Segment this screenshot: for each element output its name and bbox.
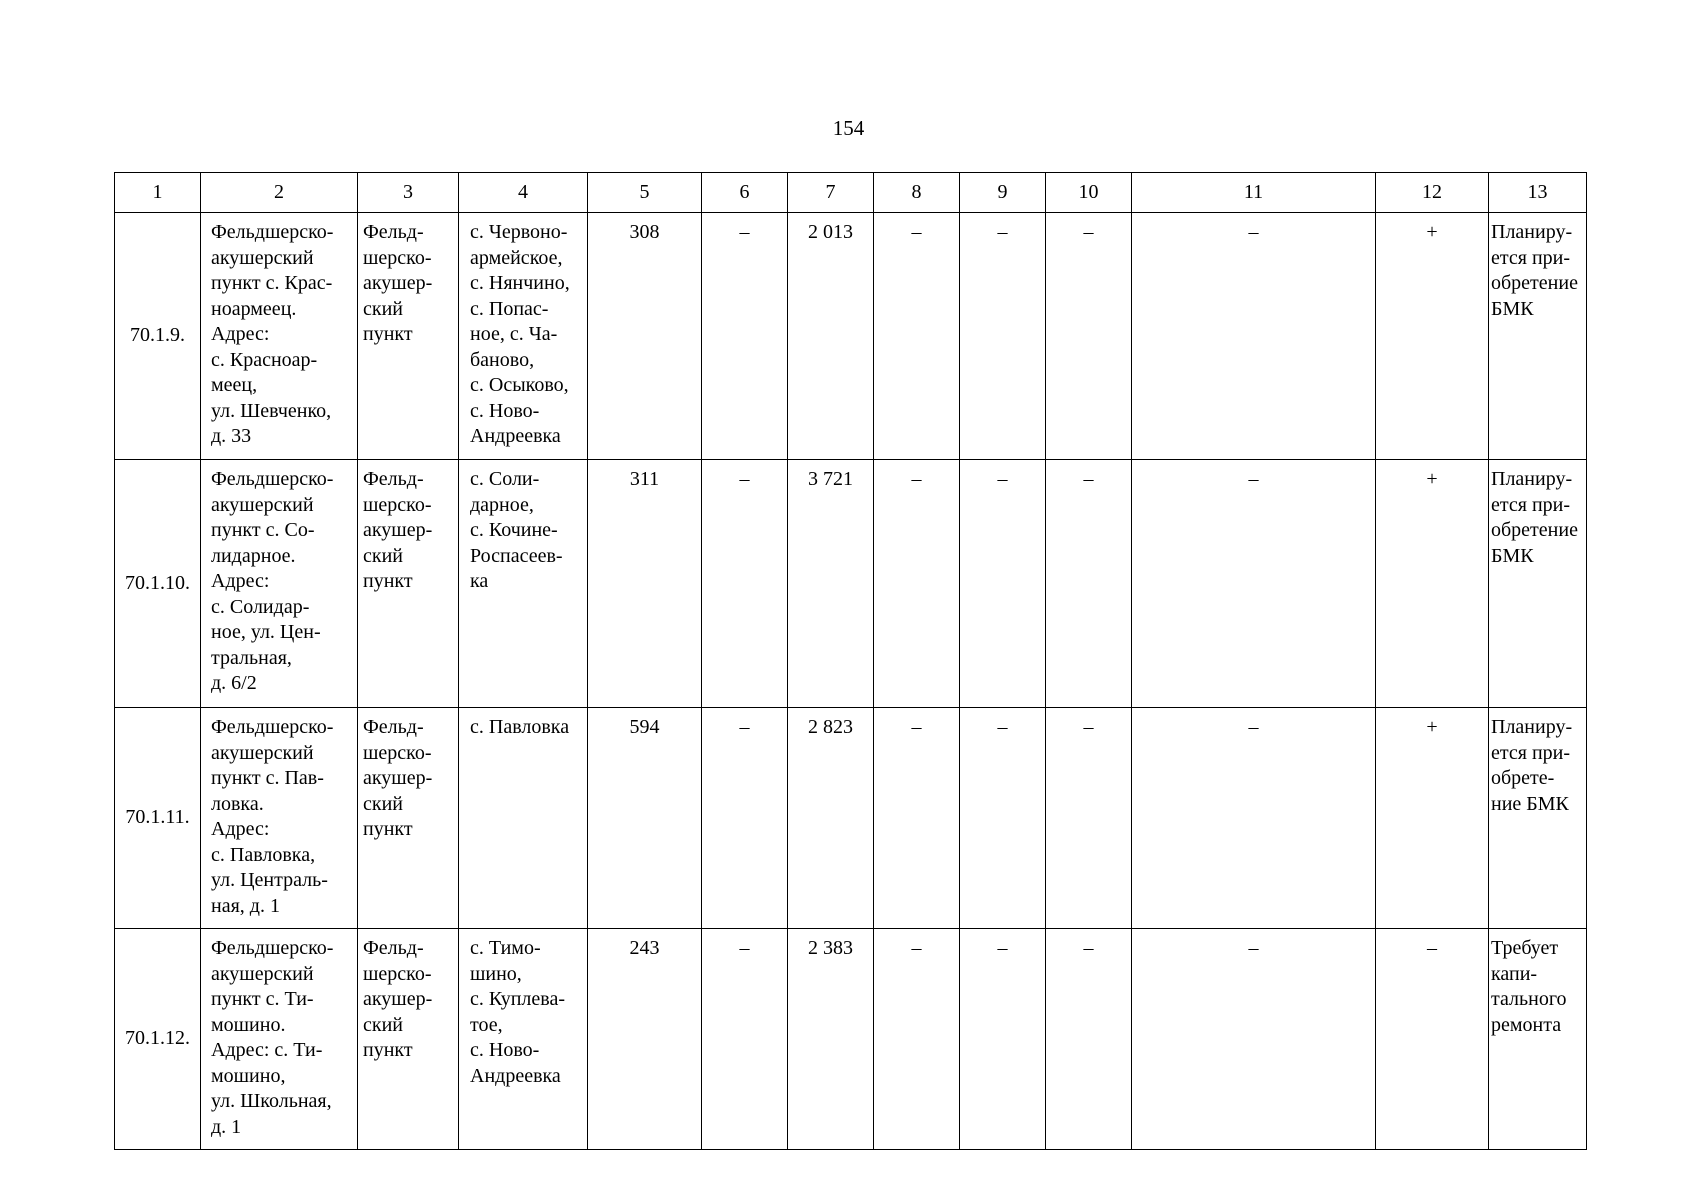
column-header: 13 [1489, 173, 1587, 213]
row-number: 70.1.9. [115, 213, 201, 460]
cell-col10: – [1046, 929, 1132, 1150]
served-settlements: с. Павловка [459, 708, 588, 929]
column-header: 9 [960, 173, 1046, 213]
cell-col10: – [1046, 460, 1132, 708]
cell-col11: – [1132, 708, 1376, 929]
column-header: 5 [588, 173, 702, 213]
facility-name-address: Фельдшерско- акушерский пункт с. Крас- ноармеец. Адрес: с. Красноар- меец, ул. Шевченко, д. 33 [201, 213, 358, 460]
facilities-table [114, 172, 1587, 1150]
cell-col12: + [1376, 708, 1489, 929]
column-header: 8 [874, 173, 960, 213]
served-settlements: с. Червоно- армейское, с. Нянчино, с. Попас- ное, с. Ча- баново, с. Осыково, с. Ново- Андреевка [459, 213, 588, 460]
table-header-row [115, 173, 1587, 213]
cell-col9: – [960, 929, 1046, 1150]
cell-col5: 594 [588, 708, 702, 929]
cell-col12: – [1376, 929, 1489, 1150]
column-header: 7 [788, 173, 874, 213]
cell-col8: – [874, 929, 960, 1150]
cell-col7: 3 721 [788, 460, 874, 708]
note-cell: Требует капи- тального ремонта [1489, 929, 1587, 1150]
cell-col8: – [874, 213, 960, 460]
cell-col11: – [1132, 460, 1376, 708]
served-settlements: с. Тимо- шино, с. Куплева- тое, с. Ново- Андреевка [459, 929, 588, 1150]
facility-type: Фельд- шерско- акушер- ский пункт [358, 460, 459, 708]
note-cell: Планиру- ется при- обрете- ние БМК [1489, 708, 1587, 929]
facility-name-address: Фельдшерско- акушерский пункт с. Пав- ловка. Адрес: с. Павловка, ул. Централь- ная, д. 1 [201, 708, 358, 929]
column-header: 10 [1046, 173, 1132, 213]
note-cell: Планиру- ется при- обретение БМК [1489, 213, 1587, 460]
cell-col6: – [702, 213, 788, 460]
cell-col7: 2 383 [788, 929, 874, 1150]
row-number: 70.1.12. [115, 929, 201, 1150]
facility-type: Фельд- шерско- акушер- ский пункт [358, 708, 459, 929]
row-number: 70.1.11. [115, 708, 201, 929]
cell-col12: + [1376, 213, 1489, 460]
facility-name-address: Фельдшерско- акушерский пункт с. Ти- мошино. Адрес: с. Ти- мошино, ул. Школьная, д. 1 [201, 929, 358, 1150]
note-cell: Планиру- ется при- обретение БМК [1489, 460, 1587, 708]
cell-col9: – [960, 460, 1046, 708]
cell-col8: – [874, 708, 960, 929]
table-row [115, 708, 1587, 929]
page-number: 154 [832, 116, 865, 140]
cell-col7: 2 013 [788, 213, 874, 460]
cell-col9: – [960, 708, 1046, 929]
table-row [115, 213, 1587, 460]
cell-col5: 308 [588, 213, 702, 460]
cell-col12: + [1376, 460, 1489, 708]
column-header: 12 [1376, 173, 1489, 213]
table-row [115, 929, 1587, 1150]
facility-type: Фельд- шерско- акушер- ский пункт [358, 929, 459, 1150]
cell-col9: – [960, 213, 1046, 460]
cell-col5: 243 [588, 929, 702, 1150]
cell-col6: – [702, 708, 788, 929]
table-row [115, 460, 1587, 708]
cell-col11: – [1132, 929, 1376, 1150]
row-number: 70.1.10. [115, 460, 201, 708]
column-header: 11 [1132, 173, 1376, 213]
served-settlements: с. Соли- дарное, с. Кочине- Роспасеев- ка [459, 460, 588, 708]
facility-type: Фельд- шерско- акушер- ский пункт [358, 213, 459, 460]
cell-col7: 2 823 [788, 708, 874, 929]
cell-col10: – [1046, 213, 1132, 460]
cell-col6: – [702, 460, 788, 708]
column-header: 4 [459, 173, 588, 213]
cell-col5: 311 [588, 460, 702, 708]
column-header: 1 [115, 173, 201, 213]
column-header: 6 [702, 173, 788, 213]
cell-col8: – [874, 460, 960, 708]
column-header: 3 [358, 173, 459, 213]
cell-col6: – [702, 929, 788, 1150]
cell-col11: – [1132, 213, 1376, 460]
facility-name-address: Фельдшерско- акушерский пункт с. Со- лидарное. Адрес: с. Солидар- ное, ул. Цен- тральная, д. 6/2 [201, 460, 358, 708]
column-header: 2 [201, 173, 358, 213]
cell-col10: – [1046, 708, 1132, 929]
